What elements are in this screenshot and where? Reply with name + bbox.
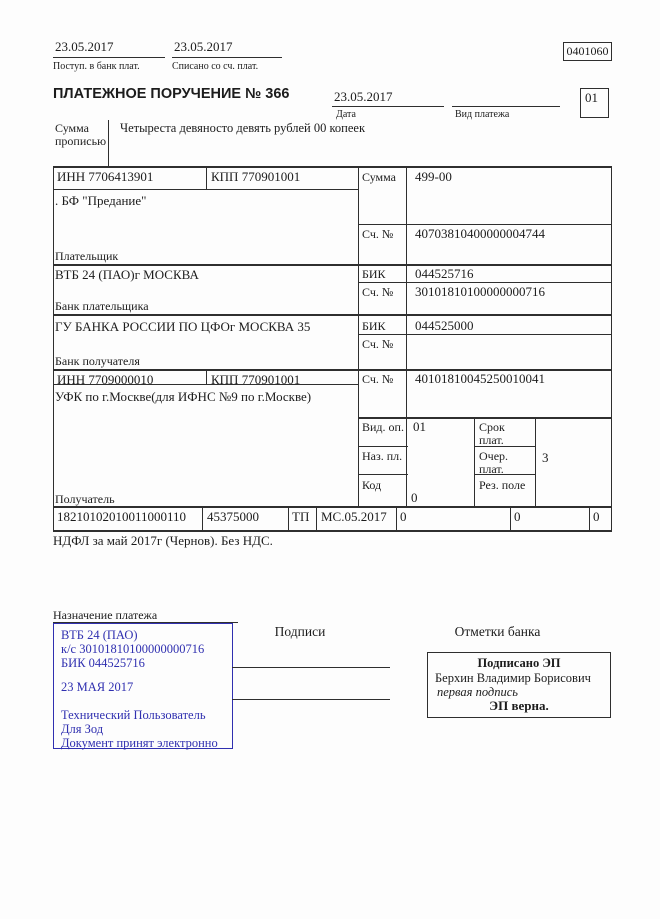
code-value: 0	[411, 490, 418, 505]
payee-account-value: 40101810045250010041	[415, 371, 545, 386]
signatures-label: Подписи	[274, 624, 326, 639]
payment-kind-code: 01	[585, 90, 598, 105]
tax-doc-number: 0	[400, 509, 407, 524]
signature-line-1	[232, 667, 390, 668]
grid-line	[53, 264, 612, 266]
grid-line	[53, 166, 54, 532]
payee-inn: ИНН 7709000010	[57, 372, 154, 387]
grid-line	[53, 314, 612, 316]
received-date-underline	[53, 57, 165, 58]
grid-line	[358, 446, 408, 447]
op-kind-label: Вид. оп.	[362, 420, 404, 434]
bank-acceptance-stamp	[53, 623, 233, 749]
payment-type-label: Вид платежа	[455, 109, 510, 120]
stamp-date: 23 МАЯ 2017	[61, 680, 134, 694]
grid-line	[358, 166, 359, 507]
payer-bank-bik-label: БИК	[362, 267, 386, 281]
code-label: Код	[362, 478, 382, 492]
payer-bank-name: ВТБ 24 (ПАО)г МОСКВА	[55, 267, 199, 282]
payee-bank-account-label: Сч. №	[362, 337, 394, 351]
tax-payment-type: 0	[593, 509, 600, 524]
esign-verdict: ЭП верна.	[489, 698, 549, 713]
grid-line	[53, 166, 612, 168]
payer-label: Плательщик	[55, 249, 119, 263]
payment-purpose-text: НДФЛ за май 2017г (Чернов). Без НДС.	[53, 533, 273, 548]
payer-inn: ИНН 7706413901	[57, 169, 154, 184]
payment-basis: ТП	[292, 509, 310, 524]
reserve-field-label: Рез. поле	[479, 478, 526, 492]
payee-bank-name: ГУ БАНКА РОССИИ ПО ЦФОг МОСКВА 35	[55, 319, 311, 334]
pay-term-label: Срок плат.	[479, 420, 505, 448]
payer-account-value: 40703810400000004744	[415, 226, 545, 241]
payee-bank-bik-label: БИК	[362, 319, 386, 333]
oktmo-code: 45375000	[207, 509, 259, 524]
received-in-bank-date: 23.05.2017	[55, 39, 114, 54]
payer-kpp: КПП 770901001	[211, 169, 301, 184]
amount-words-value: Четыреста девяносто девять рублей 00 копеек	[120, 121, 366, 135]
grid-line	[206, 166, 207, 190]
stamp-bik: БИК 044525716	[61, 656, 145, 670]
payer-bank-label: Банк плательщика	[55, 299, 149, 313]
payee-account-label: Сч. №	[362, 372, 394, 386]
payee-kpp: КПП 770901001	[211, 372, 301, 387]
payer-bank-account-label: Сч. №	[362, 285, 394, 299]
grid-line	[510, 506, 511, 531]
amount-words-label: Сумма прописью	[55, 121, 107, 149]
grid-line	[358, 417, 612, 419]
amount-words-divider	[108, 120, 109, 166]
grid-line	[358, 334, 612, 335]
pay-purpose-code-label: Наз. пл.	[362, 449, 403, 463]
grid-line	[53, 530, 612, 532]
grid-line	[474, 417, 475, 507]
received-in-bank-label: Поступ. в банк плат.	[53, 61, 140, 72]
date-label: Дата	[336, 109, 356, 120]
kbk-code: 18210102010011000110	[57, 509, 187, 524]
grid-line	[316, 506, 317, 531]
payee-label: Получатель	[55, 492, 115, 506]
form-code-box	[563, 42, 612, 61]
payment-purpose-label: Назначение платежа	[53, 608, 158, 622]
grid-line	[589, 506, 590, 531]
payer-account-label: Сч. №	[362, 227, 394, 241]
sum-value: 499-00	[415, 169, 452, 184]
date-underline	[332, 106, 444, 107]
payer-bank-account-value: 30101810100000000716	[415, 284, 545, 299]
debited-label: Списано со сч. плат.	[172, 61, 259, 72]
debited-date: 23.05.2017	[174, 39, 233, 54]
payment-kind-box	[580, 88, 609, 118]
grid-line	[206, 369, 207, 385]
document-date: 23.05.2017	[334, 89, 393, 104]
payee-name: УФК по г.Москве(для ИФНС №9 по г.Москве)	[55, 389, 312, 404]
payee-bank-label: Банк получателя	[55, 354, 140, 368]
grid-line	[396, 506, 397, 531]
grid-line	[53, 506, 612, 508]
bank-marks-label: Отметки банка	[454, 624, 541, 639]
grid-line	[535, 417, 536, 507]
payer-name: . БФ "Предание"	[55, 193, 147, 208]
pay-order-label: Очер. плат.	[479, 449, 509, 477]
stamp-user: Технический Пользователь Для Зод	[61, 708, 206, 736]
debited-date-underline	[172, 57, 282, 58]
electronic-signature-stamp	[427, 652, 611, 718]
payee-bank-bik-value: 044525000	[415, 318, 474, 333]
grid-line	[288, 506, 289, 531]
stamp-corr-account: к/с 30101810100000000716	[61, 642, 205, 656]
signature-line-2	[232, 699, 390, 700]
tax-doc-date: 0	[514, 509, 521, 524]
stamp-bank-name: ВТБ 24 (ПАО)	[61, 628, 138, 642]
op-kind-value: 01	[413, 419, 426, 434]
grid-line	[358, 224, 612, 225]
document-title: ПЛАТЕЖНОЕ ПОРУЧЕНИЕ № 366	[53, 86, 290, 102]
pay-order-value: 3	[542, 450, 549, 465]
grid-line	[406, 166, 407, 507]
esign-name: Берхин Владимир Борисович	[435, 671, 591, 685]
form-code: 0401060	[566, 44, 609, 58]
payment-type-underline	[452, 106, 560, 107]
grid-line	[358, 474, 408, 475]
payer-bank-bik-value: 044525716	[415, 266, 474, 281]
esign-title: Подписано ЭП	[477, 656, 561, 670]
grid-line	[358, 282, 612, 283]
grid-line	[202, 506, 203, 531]
grid-line	[611, 166, 612, 532]
esign-kind: первая подпись	[437, 685, 518, 699]
tax-period: МС.05.2017	[321, 509, 387, 524]
sum-label: Сумма	[362, 170, 396, 184]
stamp-note: Документ принят электронно	[61, 736, 218, 750]
